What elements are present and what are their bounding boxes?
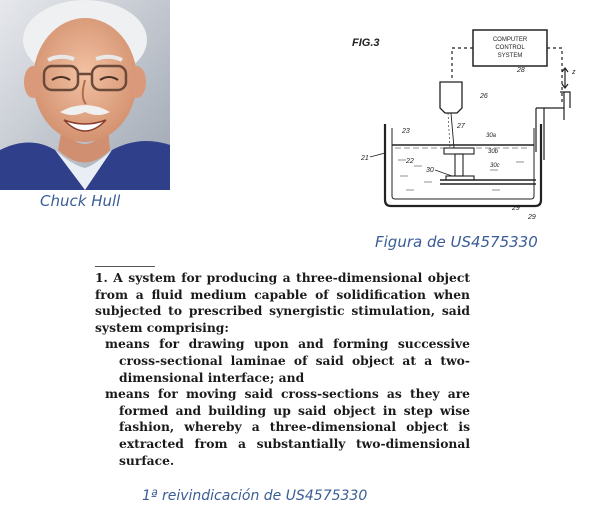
- ref-26: 26: [480, 93, 488, 100]
- claim-intro: [95, 270, 470, 336]
- box-label-1: COMPUTER: [492, 37, 528, 43]
- ref-23: 23: [402, 128, 410, 135]
- claim-element-2: means for moving said cross-sections as they are formed and building up said object in step wise fashion, whereby a three-dimensional object is extracted from a substantially two-dimensional surface.: [105, 386, 470, 468]
- box-label-3: SYSTEM: [497, 53, 523, 59]
- ref-30c: 30c: [490, 163, 500, 169]
- axis-z: z: [572, 69, 576, 76]
- ref-30: 30: [426, 167, 434, 174]
- claim-top-rule: [95, 266, 155, 267]
- ref-30b: 30b: [488, 149, 499, 155]
- patent-claim: [95, 266, 470, 469]
- ref-27: 27: [457, 123, 465, 130]
- stereolithography-diagram: [340, 0, 606, 230]
- person-illustration: [0, 0, 170, 190]
- ref-29-b: 29: [528, 214, 536, 221]
- claim-caption: 1ª reivindicación de US4575330: [142, 488, 368, 504]
- portrait-caption: Chuck Hull: [40, 192, 121, 210]
- ref-28: 28: [517, 67, 525, 74]
- claim-intro-text: A system for producing a three-dimensional object from a fluid medium capable of solidification when subjected to prescribed synergistic stimulation, said system comprising:: [95, 270, 470, 335]
- patent-figure: [340, 0, 606, 230]
- portrait-photo: [0, 0, 170, 190]
- claim-number: 1.: [95, 270, 108, 285]
- ref-30a: 30a: [486, 133, 497, 139]
- box-label-2: CONTROL: [495, 45, 525, 51]
- ref-29: 29: [512, 205, 520, 212]
- figure-caption: Figura de US4575330: [375, 233, 538, 251]
- claim-element-1: means for drawing upon and forming successive cross-sectional laminae of said object at a two-dimensional interface; and: [105, 336, 470, 385]
- ref-21: 21: [361, 155, 369, 162]
- figure-title: FIG.3: [352, 37, 380, 49]
- ref-22: 22: [406, 158, 414, 165]
